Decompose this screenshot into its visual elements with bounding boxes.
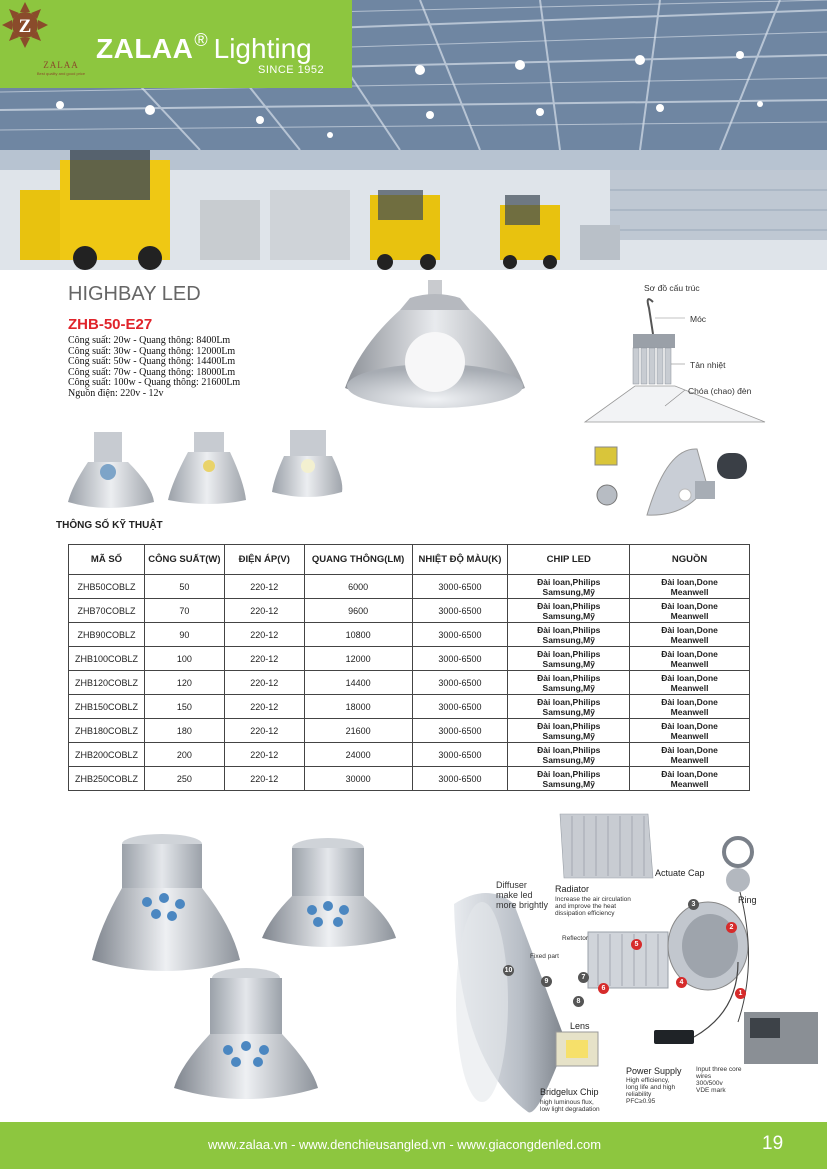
structure-title: Sơ đồ cấu trúc — [644, 283, 700, 293]
page-footer — [0, 1122, 827, 1169]
table-cell: Đài loan,Done Meanwell — [630, 695, 750, 719]
table-cell: 3000-6500 — [412, 623, 508, 647]
table-cell: 220-12 — [224, 743, 304, 767]
logo-tagline: Best quality and good price — [36, 71, 86, 76]
label-diffuser: Diffuser make led more brightly — [496, 880, 549, 910]
product-title: HIGHBAY LED — [68, 283, 201, 305]
table-cell: 220-12 — [224, 695, 304, 719]
table-cell: 90 — [144, 623, 224, 647]
table-row — [69, 767, 750, 791]
table-cell: Đài loan,Done Meanwell — [630, 575, 750, 599]
table-cell: 3000-6500 — [412, 671, 508, 695]
table-cell: 6000 — [304, 575, 412, 599]
table-cell: Đài loan,Philips Samsung,Mỹ — [508, 743, 630, 767]
structure-label-reflector: Chóa (chao) đèn — [688, 386, 752, 396]
page-number: 19 — [762, 1133, 784, 1154]
spec-line: Nguồn điện: 220v - 12v — [68, 387, 164, 399]
highbay-e27-lamp-image — [335, 276, 535, 416]
table-row — [69, 623, 750, 647]
label-reflector: Reflector — [562, 935, 589, 942]
table-row — [69, 743, 750, 767]
table-cell: 3000-6500 — [412, 719, 508, 743]
zalaa-logo-icon — [0, 0, 50, 50]
table-cell: 10800 — [304, 623, 412, 647]
table-cell: 220-12 — [224, 671, 304, 695]
table-cell: Đài loan,Philips Samsung,Mỹ — [508, 671, 630, 695]
label-chip: Bridgelux Chip — [540, 1087, 599, 1097]
table-cell: 3000-6500 — [412, 767, 508, 791]
label-chip-desc: high luminous flux, low light degradation — [540, 1099, 600, 1113]
structure-label-hook: Móc — [690, 314, 707, 324]
brand-name: ZALAA — [96, 33, 194, 64]
label-power-supply: Power Supply — [626, 1066, 682, 1076]
table-body — [69, 575, 750, 791]
spec-line: Công suất: 20w - Quang thông: 8400Lm — [68, 335, 231, 346]
table-cell: 220-12 — [224, 575, 304, 599]
table-cell: 220-12 — [224, 767, 304, 791]
table-cell: 220-12 — [224, 719, 304, 743]
table-cell: Đài loan,Philips Samsung,Mỹ — [508, 767, 630, 791]
table-cell: Đài loan,Philips Samsung,Mỹ — [508, 623, 630, 647]
table-cell: 21600 — [304, 719, 412, 743]
table-cell: 3000-6500 — [412, 647, 508, 671]
table-cell: ZHB250COBLZ — [69, 767, 145, 791]
spec-table — [68, 544, 750, 791]
table-cell: Đài loan,Done Meanwell — [630, 743, 750, 767]
section-title: THÔNG SỐ KỸ THUẬT — [56, 520, 163, 531]
table-cell: Đài loan,Done Meanwell — [630, 599, 750, 623]
structure-diagram — [575, 294, 775, 436]
table-cell: Đài loan,Philips Samsung,Mỹ — [508, 719, 630, 743]
table-cell: ZHB70COBLZ — [69, 599, 145, 623]
table-cell: 180 — [144, 719, 224, 743]
logo-subtext: ZALAA — [43, 60, 79, 70]
spec-line: Công suất: 100w - Quang thông: 21600Lm — [68, 377, 241, 388]
product-code: ZHB-50-E27 — [68, 316, 153, 333]
column-header: CHIP LED — [508, 545, 630, 575]
label-radiator-desc: Increase the air circulation and improve the heat dissipation efficiency — [555, 896, 631, 917]
label-actuate-cap: Actuate Cap — [655, 868, 705, 878]
table-cell: ZHB100COBLZ — [69, 647, 145, 671]
column-header: ĐIỆN ÁP(V) — [224, 545, 304, 575]
product-spec-list — [68, 336, 240, 399]
table-cell: 100 — [144, 647, 224, 671]
table-cell: Đài loan,Philips Samsung,Mỹ — [508, 599, 630, 623]
table-row — [69, 575, 750, 599]
column-header: MÃ SỐ — [69, 545, 145, 575]
label-fixed-part: Fixed part — [530, 953, 559, 960]
column-header: CÔNG SUẤT(W) — [144, 545, 224, 575]
table-row — [69, 719, 750, 743]
table-cell: Đài loan,Done Meanwell — [630, 647, 750, 671]
cob-lamp-variants — [66, 426, 346, 510]
table-cell: ZHB150COBLZ — [69, 695, 145, 719]
part-number-badge: 8 — [573, 996, 584, 1007]
table-row — [69, 695, 750, 719]
table-cell: 3000-6500 — [412, 695, 508, 719]
table-cell: 14400 — [304, 671, 412, 695]
part-number-badge: 4 — [676, 977, 687, 988]
table-cell: Đài loan,Done Meanwell — [630, 767, 750, 791]
table-cell: Đài loan,Done Meanwell — [630, 623, 750, 647]
footer-links[interactable]: www.zalaa.vn - www.denchieusangled.vn - www.giacongdenled.com — [208, 1137, 602, 1152]
part-number-badge: 7 — [578, 972, 589, 983]
column-header: NGUỒN — [630, 545, 750, 575]
part-number-badge: 6 — [598, 983, 609, 994]
part-number-badge: 1 — [735, 988, 746, 999]
column-header: NHIỆT ĐỘ MÀU(K) — [412, 545, 508, 575]
brand-suffix: Lighting — [213, 33, 312, 64]
table-cell: 50 — [144, 575, 224, 599]
parts-illustration — [577, 437, 767, 525]
table-cell: Đài loan,Done Meanwell — [630, 719, 750, 743]
hero-banner — [0, 0, 827, 270]
table-cell: Đài loan,Philips Samsung,Mỹ — [508, 575, 630, 599]
table-cell: ZHB90COBLZ — [69, 623, 145, 647]
table-cell: 3000-6500 — [412, 743, 508, 767]
table-cell: 18000 — [304, 695, 412, 719]
table-cell: 3000-6500 — [412, 599, 508, 623]
part-number-badge: 5 — [631, 939, 642, 950]
table-cell: 24000 — [304, 743, 412, 767]
part-number-badge: 3 — [688, 899, 699, 910]
table-cell: 3000-6500 — [412, 575, 508, 599]
table-row — [69, 647, 750, 671]
table-cell: 200 — [144, 743, 224, 767]
registered-mark: ® — [194, 30, 208, 50]
label-ring: Ring — [738, 895, 757, 905]
table-cell: 150 — [144, 695, 224, 719]
table-cell: ZHB180COBLZ — [69, 719, 145, 743]
spec-line: Công suất: 30w - Quang thông: 12000Lm — [68, 345, 236, 357]
table-cell: 220-12 — [224, 647, 304, 671]
table-row — [69, 599, 750, 623]
table-cell: 250 — [144, 767, 224, 791]
highbay-cob-lamp-photos — [92, 826, 432, 1110]
spec-line: Công suất: 70w - Quang thông: 18000Lm — [68, 366, 236, 378]
brand-title — [96, 30, 312, 65]
part-number-badge: 10 — [504, 967, 513, 974]
column-header: QUANG THÔNG(LM) — [304, 545, 412, 575]
structure-label-heatsink: Tản nhiệt — [690, 360, 726, 370]
brand-header — [0, 0, 352, 88]
table-cell: 9600 — [304, 599, 412, 623]
label-wire-desc: Input three core wires 300/500v VDE mark — [696, 1066, 742, 1094]
table-cell: Đài loan,Philips Samsung,Mỹ — [508, 695, 630, 719]
table-cell: 12000 — [304, 647, 412, 671]
table-cell: Đài loan,Philips Samsung,Mỹ — [508, 647, 630, 671]
part-number-badge: 2 — [726, 922, 737, 933]
table-row — [69, 671, 750, 695]
table-cell: 220-12 — [224, 623, 304, 647]
svg-text:Z: Z — [18, 16, 32, 37]
table-cell: ZHB50COBLZ — [69, 575, 145, 599]
label-lens: Lens — [570, 1021, 590, 1031]
table-cell: ZHB120COBLZ — [69, 671, 145, 695]
label-radiator: Radiator — [555, 884, 590, 894]
table-cell: Đài loan,Done Meanwell — [630, 671, 750, 695]
brand-since: SINCE 1952 — [258, 64, 325, 76]
table-cell: 120 — [144, 671, 224, 695]
part-number-badge: 9 — [541, 976, 552, 987]
table-cell: 30000 — [304, 767, 412, 791]
table-cell: 70 — [144, 599, 224, 623]
label-power-desc: High efficiency, long life and high reliability PFC≥0.95 — [626, 1077, 676, 1105]
table-cell: ZHB200COBLZ — [69, 743, 145, 767]
table-header-row — [69, 545, 750, 575]
table-cell: 220-12 — [224, 599, 304, 623]
spec-line: Công suất: 50w - Quang thông: 14400Lm — [68, 356, 236, 367]
